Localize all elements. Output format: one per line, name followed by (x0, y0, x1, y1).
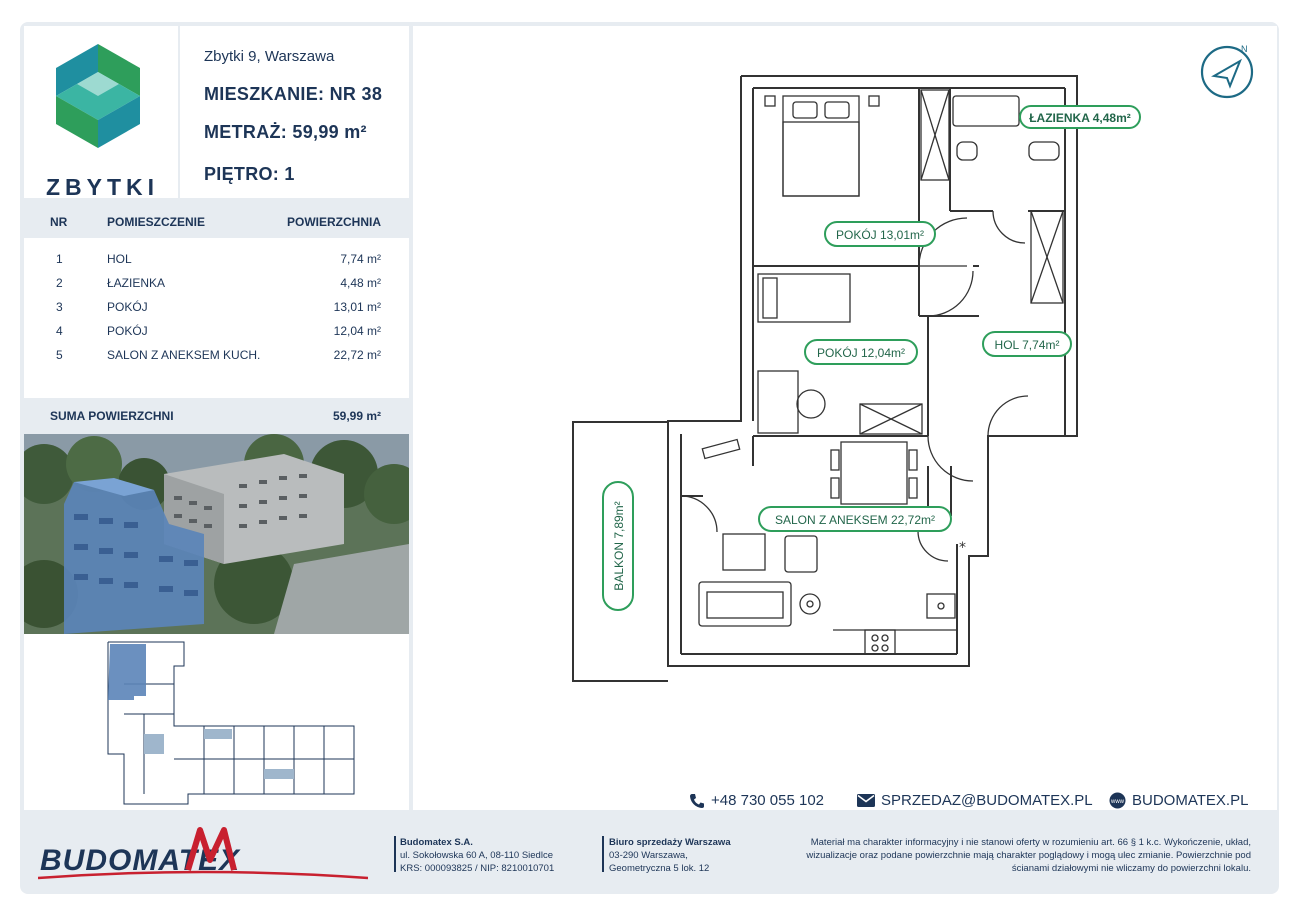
area-value: 59,99 m² (292, 122, 367, 142)
floor-label: PIĘTRO: (204, 164, 280, 184)
disclaimer (806, 836, 1251, 875)
svg-text:N: N (1241, 44, 1248, 54)
globe-icon (1109, 792, 1126, 809)
label-pokoj2: POKÓJ 12,04m² (816, 346, 906, 360)
office-title: Biuro sprzedaży Warszawa (609, 837, 731, 848)
sum-value: 59,99 m² (332, 409, 381, 423)
label-balkon: BALKON 7,89m² (612, 501, 626, 591)
company-name: Budomatex S.A. (400, 837, 473, 848)
contact-phone[interactable] (689, 792, 824, 809)
table-row (24, 300, 409, 320)
building-key-plan (24, 634, 409, 810)
website-url: BUDOMATEX.PL (1132, 792, 1249, 809)
office-street: Geometryczna 5 lok. 12 (609, 863, 710, 874)
floor-plan-panel (413, 26, 1277, 810)
row-area: 12,04 m² (333, 324, 381, 338)
company-info (400, 836, 554, 875)
row-area: 4,48 m² (340, 276, 381, 290)
sum-row (24, 398, 409, 432)
apartment-number (204, 84, 382, 105)
row-nr: 5 (56, 348, 63, 362)
building-visualization (24, 434, 409, 634)
floor-value: 1 (284, 164, 295, 184)
svg-text:*: * (959, 540, 966, 556)
footer (20, 812, 1279, 894)
disclaimer-line: Materiał ma charakter informacyjny i nie stanowi oferty w rozumieniu art. 66 § 1 k.c. Wykończenie, układ, (810, 837, 1251, 848)
footer-divider (602, 836, 604, 872)
row-room: POKÓJ (107, 324, 148, 338)
area-label: METRAŻ: (204, 122, 288, 142)
row-nr: 2 (56, 276, 63, 290)
zbytki-logo (24, 26, 180, 198)
row-room: POKÓJ (107, 300, 148, 314)
budomatex-logo-text: BUDOMATEX (40, 844, 241, 877)
office-info (609, 836, 731, 875)
sum-label: SUMA POWIERZCHNI (50, 409, 174, 423)
row-nr: 4 (56, 324, 63, 338)
header-nr: NR (50, 215, 68, 229)
contact-website[interactable] (1109, 792, 1248, 809)
table-row (24, 324, 409, 344)
rooms-table (24, 200, 409, 398)
row-room: SALON Z ANEKSEM KUCH. (107, 348, 261, 362)
row-area: 7,74 m² (340, 252, 381, 266)
row-room: ŁAZIENKA (107, 276, 166, 290)
phone-icon (689, 793, 705, 809)
disclaimer-line: wizualizacje oraz podane powierzchnie mają charakter poglądowy i mogą ulec zmianie. Powierzchnie pod (806, 850, 1251, 861)
office-city: 03-290 Warszawa, (609, 850, 688, 861)
floor-plan-drawing (413, 26, 1277, 810)
label-lazienka: ŁAZIENKA 4,48m² (1029, 111, 1131, 125)
row-area: 22,72 m² (333, 348, 381, 362)
table-row (24, 252, 409, 272)
zbytki-logo-mark (24, 26, 180, 176)
table-row (24, 276, 409, 296)
header-area: POWIERZCHNIA (287, 215, 381, 229)
contact-email[interactable] (857, 792, 1093, 809)
budomatex-logo (38, 822, 368, 882)
disclaimer-line: ścianami działowymi nie wliczamy do powierzchni lokalu. (1011, 863, 1251, 874)
label-salon: SALON Z ANEKSEM 22,72m² (774, 513, 936, 527)
row-room: HOL (107, 252, 132, 266)
apartment-label: MIESZKANIE: (204, 84, 325, 104)
footer-divider (394, 836, 396, 872)
apartment-floor (204, 164, 295, 185)
apartment-value: NR 38 (329, 84, 383, 104)
company-ids: KRS: 000093825 / NIP: 8210010701 (400, 863, 555, 874)
label-pokoj1: POKÓJ 13,01m² (835, 228, 925, 242)
company-address: ul. Sokołowska 60 A, 08-110 Siedlce (400, 850, 553, 861)
mail-icon (857, 794, 875, 807)
row-nr: 3 (56, 300, 63, 314)
apartment-area (204, 122, 367, 143)
zbytki-logo-text: ZBYTKI (46, 174, 160, 200)
phone-number: +48 730 055 102 (711, 792, 825, 809)
svg-text:www: www (1111, 799, 1124, 805)
row-area: 13,01 m² (333, 300, 381, 314)
row-nr: 1 (56, 252, 63, 266)
rooms-table-header (24, 200, 409, 238)
header-room: POMIESZCZENIE (107, 215, 206, 229)
table-row (24, 348, 409, 368)
address: Zbytki 9, Warszawa (204, 48, 335, 65)
header-panel (24, 26, 409, 198)
label-hol: HOL 7,74m² (994, 338, 1060, 352)
apartment-highlight (108, 644, 146, 700)
email-address: SPRZEDAZ@BUDOMATEX.PL (881, 792, 1093, 809)
